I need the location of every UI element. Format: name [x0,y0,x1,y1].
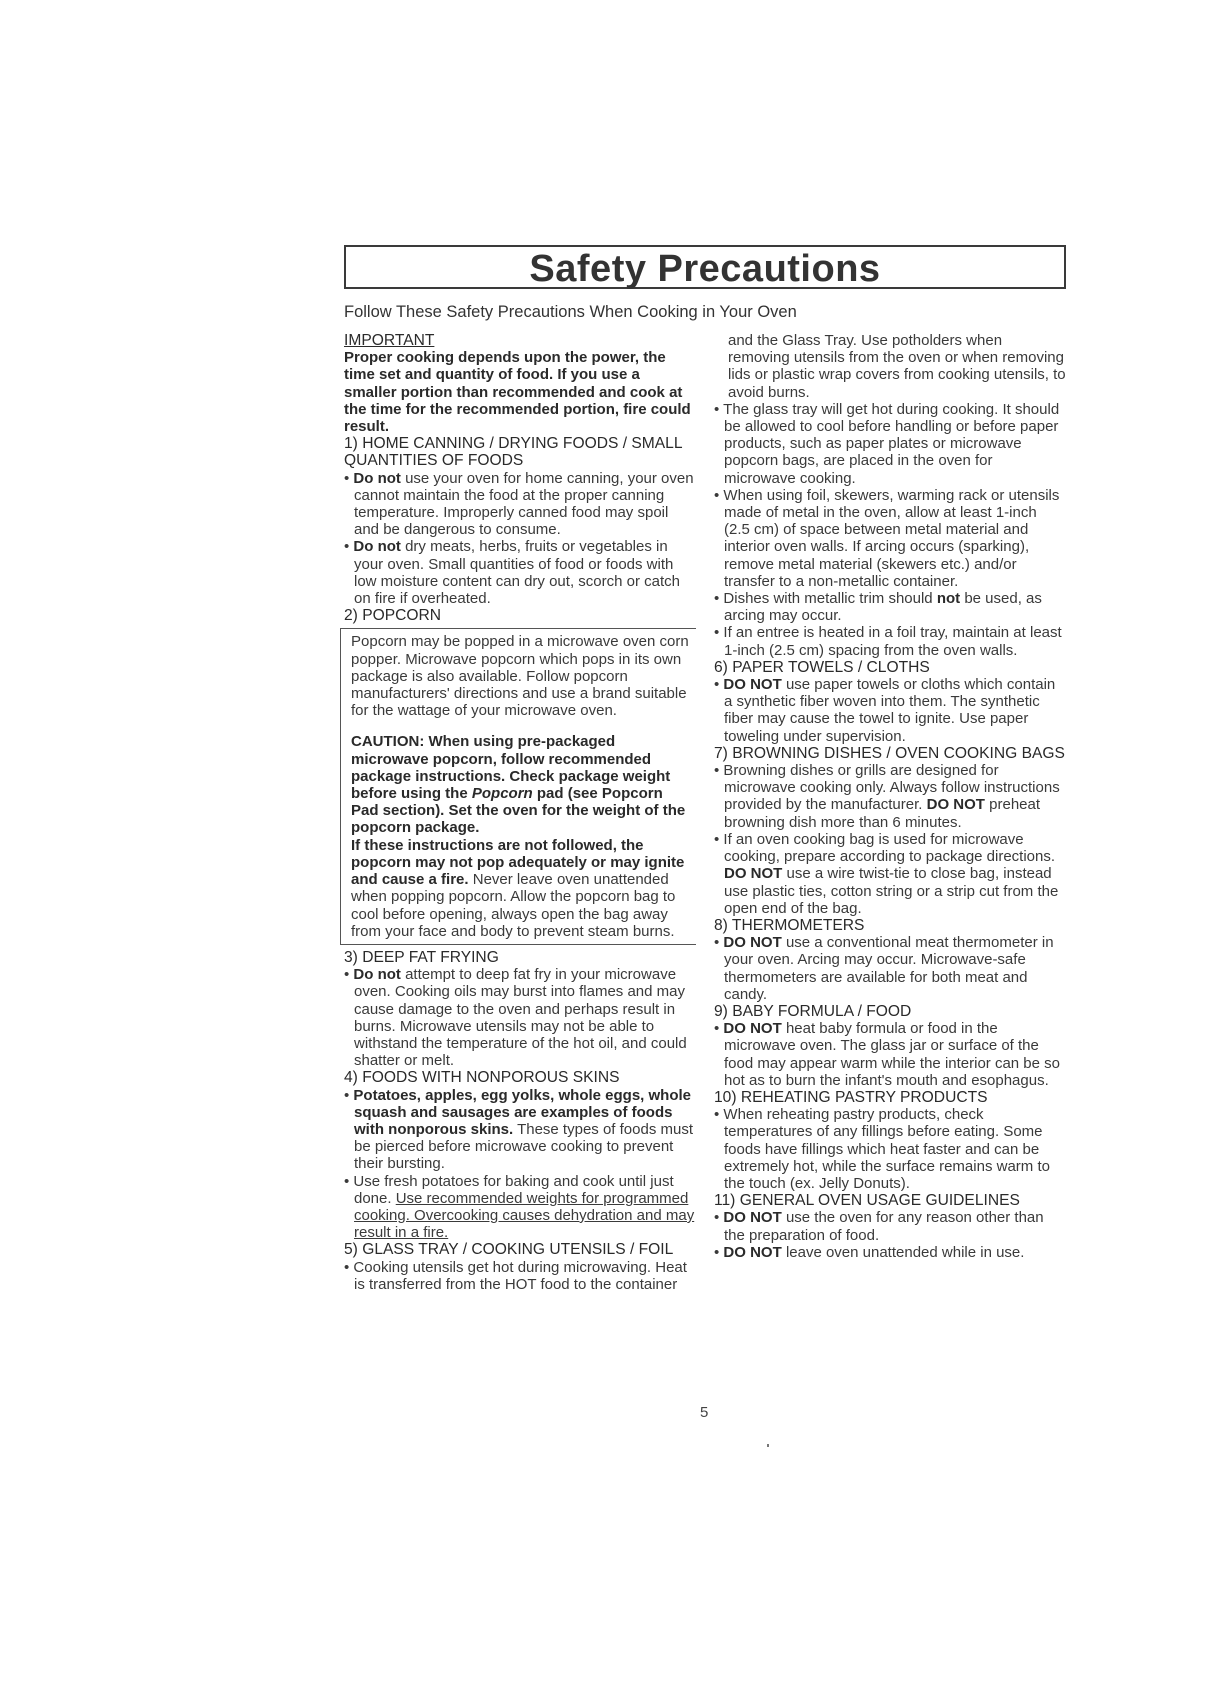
list-item: • Potatoes, apples, egg yolks, whole eggs, whole squash and sausages are examples of foods with nonporous skins. These types of foods must be pierced before microwave cooking to prevent their bursting. [344,1086,693,1173]
important-heading: IMPORTANT [344,332,435,349]
list-item: • When using foil, skewers, warming rack or utensils made of metal in the oven, allow at least 1-inch (2.5 cm) of space between metal material and interior oven walls. If arcing occurs (sparking), remove metal material (skewers etc.) and/or transfer to a non-metallic container. [714,486,1060,590]
list-item: • DO NOT heat baby formula or food in the microwave oven. The glass jar or surface of the food may appear warm while the interior can be so hot as to burn the infant's mouth and esophagus. [714,1020,1061,1089]
list-item: • Do not dry meats, herbs, fruits or vegetables in your oven. Small quantities of food or foods with low moisture content can dry out, scorch or catch on fire if overheated. [344,538,680,608]
page-subtitle: Follow These Safety Precautions When Cooking in Your Oven [344,303,797,321]
section-1-heading: 1) HOME CANNING / DRYING FOODS / SMALL QUANTITIES OF FOODS [344,435,682,470]
left-column [344,332,696,1293]
continued-text: and the Glass Tray. Use potholders when removing utensils from the oven or when removing lids or plastic wrap covers from cooking utensils, to avoid burns. [728,332,1066,401]
page-title: Safety Precautions [529,248,881,290]
section-2-heading: 2) POPCORN [344,607,442,625]
list-item: • Do not use your oven for home canning, your oven cannot maintain the food at the proper canning temperature. Improperly canned food may spoil and be dangerous to consume. [344,469,694,539]
section-8-heading: 8) THERMOMETERS [714,916,865,934]
list-item: • If an entree is heated in a foil tray, maintain at least 1-inch (2.5 cm) spacing from the oven walls. [714,624,1062,659]
important-text: Proper cooking depends upon the power, the time set and quantity of food. If you use a smaller portion than recommended and cook at the time for the recommended portion, fire could result. [344,349,691,436]
section-6-heading: 6) PAPER TOWELS / CLOTHS [714,658,930,676]
list-item: • Do not attempt to deep fat fry in your microwave oven. Cooking oils may burst into flames and may cause damage to the oven and perhaps result in burns. Microwave utensils may not be able to withstand the temperature of the hot oil, and could shatter or melt. [344,966,687,1070]
list-item: • Cooking utensils get hot during microwaving. Heat is transferred from the HOT food to the container [344,1258,687,1293]
list-item: • Browning dishes or grills are designed for microwave cooking only. Always follow instructions provided by the manufacturer. DO NOT preheat browning dish more than 6 minutes. [714,762,1060,831]
section-10-heading: 10) REHEATING PASTRY PRODUCTS [714,1088,988,1106]
caution-warning: If these instructions are not followed, the popcorn may not pop adequately or may ignite and cause a fire. Never leave oven unattended when popping popcorn. Allow the popcorn bag to cool before opening, always open the bag away from your face and body to prevent steam burns. [351,836,685,940]
popcorn-box-text: Popcorn may be popped in a microwave oven corn popper. Microwave popcorn which pops in its own package is also available. Follow popcorn manufacturers' directions and use a brand suitable for the wattage of your microwave oven. [351,633,689,720]
scan-speck [767,1444,769,1447]
list-item: • The glass tray will get hot during cooking. It should be allowed to cool before handling or before paper products, such as paper plates or microwave popcorn bags, are placed in the oven for microwave cooking. [714,400,1060,487]
section-4-heading: 4) FOODS WITH NONPOROUS SKINS [344,1069,620,1087]
page-number: 5 [700,1404,709,1421]
list-item: • DO NOT leave oven unattended while in use. [714,1243,1025,1261]
right-column [714,332,1066,1261]
popcorn-box [340,628,696,944]
title-box [344,245,1066,289]
list-item: • Use fresh potatoes for baking and cook until just done. Use recommended weights for programmed cooking. Overcooking causes dehydration and may result in a fire. [344,1172,695,1242]
section-9-heading: 9) BABY FORMULA / FOOD [714,1002,912,1020]
list-item: • DO NOT use a conventional meat thermometer in your oven. Arcing may occur. Microwave-safe thermometers are available for both meat and candy. [714,934,1054,1003]
caution-text: CAUTION: When using pre-packaged microwave popcorn, follow recommended package instructions. Check package weight before using the Popcorn pad (see Popcorn Pad section). Set the oven for the weight of the popcorn package. [351,733,686,837]
list-item: • DO NOT use the oven for any reason other than the preparation of food. [714,1209,1044,1244]
section-7-heading: 7) BROWNING DISHES / OVEN COOKING BAGS [714,744,1065,762]
list-item: • If an oven cooking bag is used for microwave cooking, prepare according to package directions. DO NOT use a wire twist-tie to close bag, instead use plastic ties, cotton string or a strip cut from the open end of the bag. [714,830,1059,917]
list-item: • DO NOT use paper towels or cloths which contain a synthetic fiber woven into them. The synthetic fiber may cause the towel to ignite. Use paper toweling under supervision. [714,676,1056,745]
list-item: • When reheating pastry products, check temperatures of any fillings before eating. Some foods have fillings which heat faster and can be extremely hot, while the surface remains warm to the touch (ex. Jelly Donuts). [714,1106,1050,1192]
section-5-heading: 5) GLASS TRAY / COOKING UTENSILS / FOIL [344,1241,674,1259]
section-3-heading: 3) DEEP FAT FRYING [344,948,499,966]
section-11-heading: 11) GENERAL OVEN USAGE GUIDELINES [714,1192,1020,1210]
list-item: • Dishes with metallic trim should not be used, as arcing may occur. [714,590,1042,625]
